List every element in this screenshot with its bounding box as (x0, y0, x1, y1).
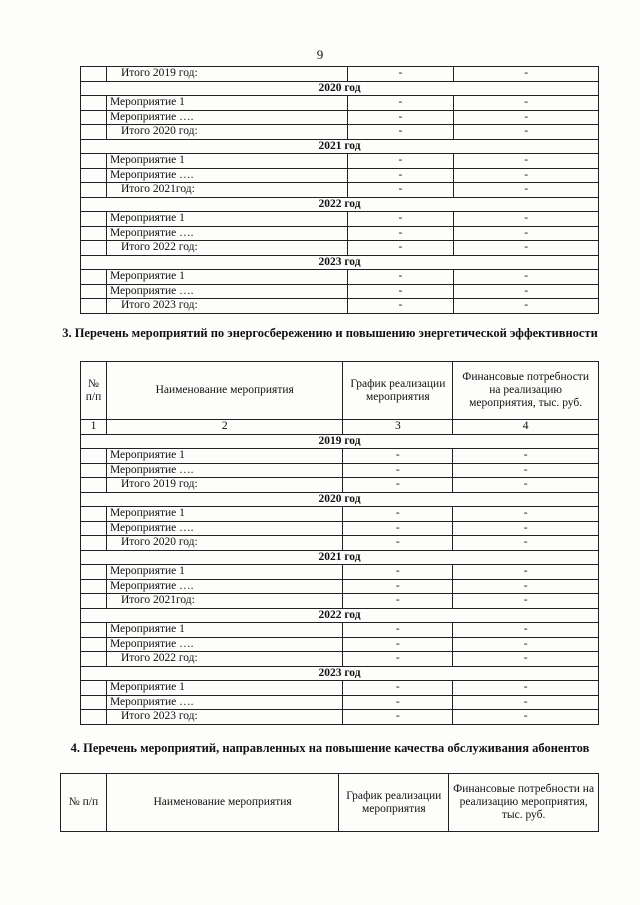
table-section2-continued (80, 66, 599, 314)
col-number: 4 (453, 420, 599, 435)
year-label: 2022 год (81, 197, 599, 212)
num-cell (81, 681, 107, 696)
finance-cell: - (453, 681, 599, 696)
schedule-cell: - (347, 110, 454, 125)
item-name: Мероприятие …. (106, 168, 347, 183)
schedule-cell: - (347, 168, 454, 183)
table-row (81, 226, 599, 241)
num-cell (81, 507, 107, 522)
num-cell (81, 226, 107, 241)
year-row (81, 434, 599, 449)
item-name: Мероприятие …. (106, 579, 342, 594)
finance-cell: - (454, 110, 599, 125)
col-number: 3 (343, 420, 453, 435)
year-label: 2020 год (81, 492, 599, 507)
num-cell (81, 710, 107, 725)
num-cell (81, 270, 107, 285)
finance-cell: - (453, 521, 599, 536)
year-row (81, 139, 599, 154)
num-cell (81, 241, 107, 256)
header-name: Наименование мероприятия (106, 774, 338, 832)
num-cell (81, 463, 107, 478)
schedule-cell: - (343, 449, 453, 464)
num-cell (81, 168, 107, 183)
schedule-cell: - (347, 183, 454, 198)
year-row (81, 81, 599, 96)
total-label: Итого 2022 год: (106, 652, 342, 667)
year-row (81, 197, 599, 212)
schedule-cell: - (347, 241, 454, 256)
table-row (81, 565, 599, 580)
schedule-cell: - (343, 478, 453, 493)
num-cell (81, 695, 107, 710)
finance-cell: - (453, 507, 599, 522)
schedule-cell: - (347, 96, 454, 111)
finance-cell: - (453, 637, 599, 652)
finance-cell: - (454, 226, 599, 241)
table-row (81, 449, 599, 464)
total-row (81, 125, 599, 140)
finance-cell: - (453, 652, 599, 667)
schedule-cell: - (347, 226, 454, 241)
year-row (81, 255, 599, 270)
schedule-cell: - (343, 594, 453, 609)
item-name: Мероприятие …. (106, 110, 347, 125)
header-num: № п/п (61, 774, 107, 832)
schedule-cell: - (343, 710, 453, 725)
schedule-cell: - (347, 299, 454, 314)
header-schedule: График реализации мероприятия (343, 362, 453, 420)
total-label: Итого 2019 год: (106, 478, 342, 493)
num-cell (81, 125, 107, 140)
schedule-cell: - (347, 212, 454, 227)
num-cell (81, 67, 107, 82)
finance-cell: - (453, 594, 599, 609)
finance-cell: - (453, 478, 599, 493)
header-schedule: График реализации мероприятия (339, 774, 449, 832)
schedule-cell: - (347, 270, 454, 285)
total-row (81, 478, 599, 493)
num-cell (81, 579, 107, 594)
table-row (81, 96, 599, 111)
col-number: 1 (81, 420, 107, 435)
page-number: 9 (316, 47, 324, 62)
num-cell (81, 623, 107, 638)
schedule-cell: - (343, 565, 453, 580)
schedule-cell: - (343, 536, 453, 551)
table-header-row (81, 362, 599, 420)
header-finance: Финансовые потребности на реализацию мероприятия, тыс. руб. (453, 362, 599, 420)
year-label: 2022 год (81, 608, 599, 623)
year-row (81, 492, 599, 507)
finance-cell: - (454, 168, 599, 183)
table-row (81, 637, 599, 652)
schedule-cell: - (343, 507, 453, 522)
finance-cell: - (454, 270, 599, 285)
item-name: Мероприятие 1 (106, 212, 347, 227)
total-row (81, 536, 599, 551)
num-cell (81, 449, 107, 464)
total-row (81, 594, 599, 609)
year-label: 2021 год (81, 139, 599, 154)
num-cell (81, 299, 107, 314)
item-name: Мероприятие 1 (106, 565, 342, 580)
table-row (81, 463, 599, 478)
total-row (81, 241, 599, 256)
item-name: Мероприятие 1 (106, 154, 347, 169)
total-row (81, 299, 599, 314)
item-name: Мероприятие 1 (106, 96, 347, 111)
schedule-cell: - (343, 463, 453, 478)
table-header-row (61, 774, 599, 832)
schedule-cell: - (347, 154, 454, 169)
num-cell (81, 536, 107, 551)
finance-cell: - (453, 449, 599, 464)
total-row (81, 183, 599, 198)
item-name: Мероприятие …. (106, 521, 342, 536)
table-section4 (60, 773, 599, 832)
schedule-cell: - (343, 695, 453, 710)
table-row (81, 681, 599, 696)
item-name: Мероприятие …. (106, 226, 347, 241)
num-cell (81, 110, 107, 125)
header-num: № п/п (81, 362, 107, 420)
num-cell (81, 565, 107, 580)
total-row (81, 710, 599, 725)
total-label: Итого 2021год: (106, 183, 347, 198)
finance-cell: - (453, 695, 599, 710)
schedule-cell: - (347, 125, 454, 140)
table-row (81, 110, 599, 125)
num-cell (81, 154, 107, 169)
num-cell (81, 594, 107, 609)
item-name: Мероприятие 1 (106, 681, 342, 696)
total-row (81, 67, 599, 82)
table-row (81, 579, 599, 594)
table-section3 (80, 361, 599, 725)
header-finance: Финансовые потребности на реализацию мероприятия, тыс. руб. (449, 774, 599, 832)
num-cell (81, 652, 107, 667)
item-name: Мероприятие 1 (106, 449, 342, 464)
finance-cell: - (454, 96, 599, 111)
table-row (81, 623, 599, 638)
num-cell (81, 478, 107, 493)
item-name: Мероприятие 1 (106, 270, 347, 285)
item-name: Мероприятие …. (106, 637, 342, 652)
finance-cell: - (454, 67, 599, 82)
year-row (81, 666, 599, 681)
table-row (81, 270, 599, 285)
table-row (81, 507, 599, 522)
year-label: 2021 год (81, 550, 599, 565)
table-row (81, 212, 599, 227)
item-name: Мероприятие 1 (106, 623, 342, 638)
table-row (81, 695, 599, 710)
num-cell (81, 284, 107, 299)
total-row (81, 652, 599, 667)
item-name: Мероприятие …. (106, 463, 342, 478)
schedule-cell: - (343, 681, 453, 696)
item-name: Мероприятие …. (106, 695, 342, 710)
year-label: 2023 год (81, 666, 599, 681)
schedule-cell: - (343, 637, 453, 652)
schedule-cell: - (343, 579, 453, 594)
finance-cell: - (454, 212, 599, 227)
schedule-cell: - (343, 623, 453, 638)
finance-cell: - (454, 241, 599, 256)
num-cell (81, 637, 107, 652)
col-number: 2 (106, 420, 342, 435)
finance-cell: - (453, 565, 599, 580)
finance-cell: - (453, 463, 599, 478)
num-cell (81, 183, 107, 198)
total-label: Итого 2020 год: (106, 536, 342, 551)
num-cell (81, 521, 107, 536)
finance-cell: - (453, 579, 599, 594)
item-name: Мероприятие 1 (106, 507, 342, 522)
finance-cell: - (454, 299, 599, 314)
year-label: 2019 год (81, 434, 599, 449)
schedule-cell: - (343, 652, 453, 667)
total-label: Итого 2019 год: (106, 67, 347, 82)
finance-cell: - (453, 710, 599, 725)
schedule-cell: - (343, 521, 453, 536)
year-label: 2020 год (81, 81, 599, 96)
table-row (81, 521, 599, 536)
finance-cell: - (454, 284, 599, 299)
year-label: 2023 год (81, 255, 599, 270)
table-row (81, 154, 599, 169)
finance-cell: - (453, 536, 599, 551)
table-row (81, 284, 599, 299)
total-label: Итого 2021год: (106, 594, 342, 609)
num-cell (81, 96, 107, 111)
table-row (81, 168, 599, 183)
header-name: Наименование мероприятия (106, 362, 342, 420)
schedule-cell: - (347, 284, 454, 299)
total-label: Итого 2020 год: (106, 125, 347, 140)
total-label: Итого 2023 год: (106, 710, 342, 725)
year-row (81, 550, 599, 565)
finance-cell: - (454, 183, 599, 198)
finance-cell: - (453, 623, 599, 638)
finance-cell: - (454, 154, 599, 169)
section3-title: 3. Перечень мероприятий по энергосбережению и повышению энергетической эффективности (62, 326, 598, 340)
total-label: Итого 2023 год: (106, 299, 347, 314)
item-name: Мероприятие …. (106, 284, 347, 299)
schedule-cell: - (347, 67, 454, 82)
num-cell (81, 212, 107, 227)
finance-cell: - (454, 125, 599, 140)
total-label: Итого 2022 год: (106, 241, 347, 256)
year-row (81, 608, 599, 623)
section4-title: 4. Перечень мероприятий, направленных на повышение качества обслуживания абонентов (70, 741, 590, 755)
column-numbers-row (81, 420, 599, 435)
